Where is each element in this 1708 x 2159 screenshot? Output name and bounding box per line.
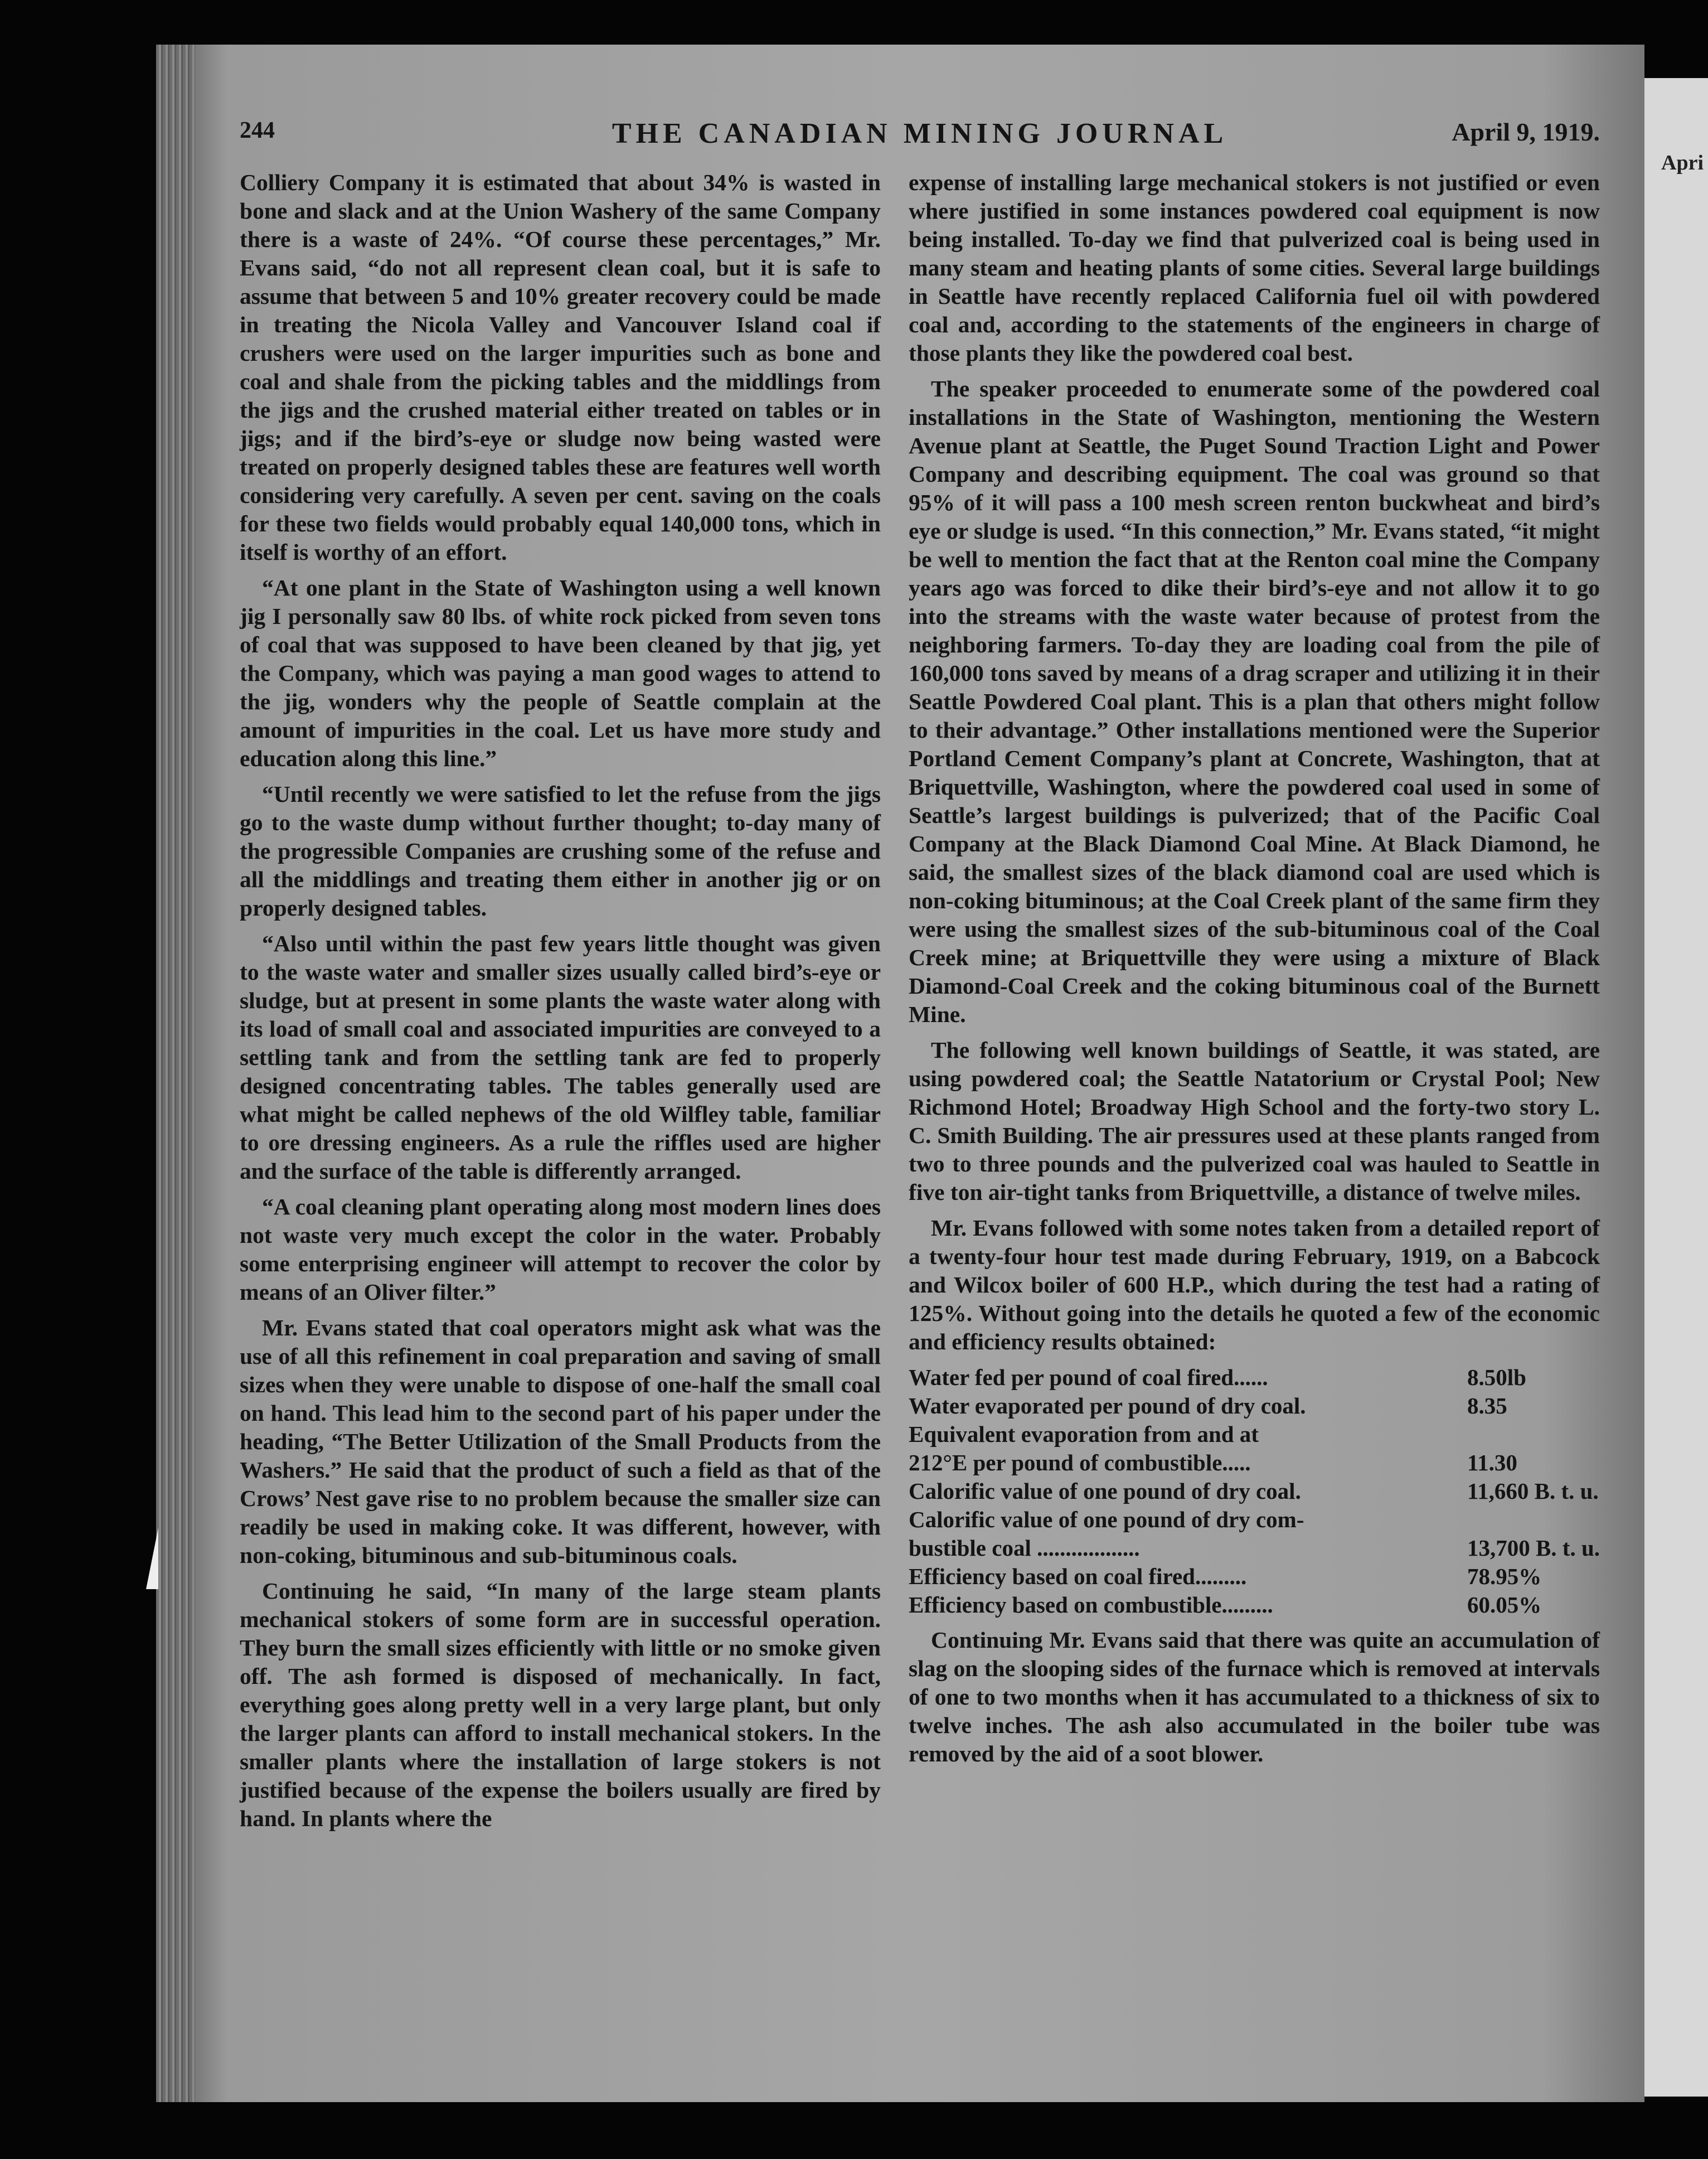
- facing-page-header-fragment: Apri: [1661, 151, 1704, 175]
- result-label: Calorific value of one pound of dry coal.: [909, 1478, 1301, 1504]
- issue-date: April 9, 1919.: [1452, 118, 1600, 146]
- left-column: [240, 168, 881, 1840]
- paragraph: expense of installing large mechanical stokers is not justified or even where justified in some instances powdered coal equipment is now being installed. To-day we find that pulverized coal is being used in many steam and heating plants of some cities. Several large buildings in Seattle have recently replaced California fuel oil with powdered coal and, according to the statements of the engineers in charge of those plants they like the powdered coal best.: [909, 170, 1600, 366]
- table-row: [909, 1392, 1600, 1420]
- page-binding-edge: [156, 45, 195, 2102]
- paragraph: Colliery Company it is estimated that about 34% is wasted in bone and slack and at the Union Washery of the same Company there is a waste of 24%. “Of course these percentages,” Mr. Evans said, “do not all represent clean coal, but it is safe to assume that between 5 and 10% greater recovery could be made in treating the Nicola Valley and Vancouver Island coal if crushers were used on the larger impurities such as bone and coal and shale from the picking tables and the middlings from the jigs and the crushed material either treated on tables or in jigs; and if the bird’s-eye or sludge now being wasted were treated on properly designed tables these are features well worth considering very carefully. A seven per cent. saving on the coals for these two fields would probably equal 140,000 tons, which in itself is worthy of an effort.: [240, 170, 881, 565]
- right-column: [909, 168, 1600, 1775]
- result-label: Calorific value of one pound of dry com-: [909, 1507, 1304, 1532]
- paragraph: “Until recently we were satisfied to let the refuse from the jigs go to the waste dump without further thought; to-day many of the progressible Companies are crushing some of the refuse and all the middlings and treating them either in another jig or on properly designed tables.: [240, 781, 881, 921]
- result-label: 212°E per pound of combustible.....: [909, 1450, 1251, 1475]
- result-label: bustible coal ..................: [909, 1535, 1140, 1561]
- result-value: 11,660 B. t. u.: [1467, 1478, 1599, 1504]
- table-row: [909, 1477, 1600, 1506]
- result-value: 8.50lb: [1467, 1364, 1526, 1390]
- table-row: [909, 1534, 1600, 1562]
- table-row: [909, 1420, 1600, 1449]
- journal-title: THE CANADIAN MINING JOURNAL: [612, 118, 1228, 149]
- paragraph: Mr. Evans stated that coal operators might ask what was the use of all this refinement in coal preparation and saving of small sizes when they were unable to dispose of one-half the small coal on hand. This lead him to the second part of his paper under the heading, “The Better Utilization of the Small Products from the Washers.” He said that the product of such a field as that of the Crows’ Nest gave rise to no problem because the smaller size can readily be used in making coke. It was different, however, with non-coking, bituminous and sub-bituminous coals.: [240, 1315, 881, 1568]
- result-value: [1459, 1420, 1600, 1449]
- result-value: 8.35: [1467, 1393, 1507, 1419]
- result-label: Water fed per pound of coal fired......: [909, 1364, 1268, 1390]
- result-label: Water evaporated per pound of dry coal.: [909, 1393, 1306, 1419]
- table-row: [909, 1562, 1600, 1591]
- boiler-test-results-table: [909, 1363, 1600, 1619]
- paragraph: “Also until within the past few years little thought was given to the waste water and smaller sizes usually called bird’s-eye or sludge, but at present in some plants the waste water along with its load of small coal and associated impurities are conveyed to a settling tank and from the settling tank are fed to properly designed concentrating tables. The tables generally used are what might be called nephews of the old Wilfley table, familiar to ore dressing engineers. As a rule the riffles used are higher and the surface of the table is differently arranged.: [240, 931, 881, 1184]
- paragraph: “At one plant in the State of Washington using a well known jig I personally saw 80 lbs. of white rock picked from seven tons of coal that was supposed to have been cleaned by that jig, yet the Company, which was paying a man good wages to attend to the jig, wonders why the people of Seattle complain at the amount of impurities in the coal. Let us have more study and education along this line.”: [240, 575, 881, 771]
- page-header: [240, 117, 1600, 162]
- result-value: 11.30: [1467, 1450, 1517, 1475]
- table-row: [909, 1506, 1600, 1534]
- facing-page-edge: [1644, 78, 1708, 2097]
- paragraph: Continuing Mr. Evans said that there was quite an accumulation of slag on the slooping sides of the furnace which is removed at intervals of one to two months when it has accumulated to a thickness of six to twelve inches. The ash also accumulated in the boiler tube was removed by the aid of a soot blower.: [909, 1627, 1600, 1766]
- result-label: Efficiency based on combustible.........: [909, 1592, 1273, 1618]
- result-value: 13,700 B. t. u.: [1467, 1535, 1600, 1561]
- page-number: 244: [240, 118, 275, 143]
- paragraph: The speaker proceeded to enumerate some of the powdered coal installations in the State of Washington, mentioning the Western Avenue plant at Seattle, the Puget Sound Traction Light and Power Company and describing equipment. The coal was ground so that 95% of it will pass a 100 mesh screen renton buckwheat and bird’s eye or sludge is used. “In this connection,” Mr. Evans stated, “it might be well to mention the fact that at the Renton coal mine the Company years ago was forced to dike their bird’s-eye and not allow it to go into the streams with the waste water because of protest from the neighboring farmers. To-day they are loading coal from the pile of 160,000 tons saved by means of a drag scraper and utilizing it in their Seattle Powdered Coal plant. This is a plan that others might follow to their advantage.” Other installations mentioned were the Superior Portland Cement Company’s plant at Concrete, Washington, that at Briquettville, Washington, where the powdered coal used in some of Seattle’s largest buildings is pulverized; that of the Pacific Coal Company at the Black Diamond Coal Mine. At Black Diamond, he said, the smallest sizes of the black diamond coal are used which is non-coking bituminous; at the Coal Creek plant of the same firm they were using the smallest sizes of the sub-bituminous coal of the Coal Creek mine; at Briquettville they were using a mixture of Black Diamond-Coal Creek and the coking bituminous coal of the Burnett Mine.: [909, 376, 1600, 1027]
- journal-page: [184, 45, 1644, 2102]
- table-row: [909, 1449, 1600, 1477]
- paragraph: “A coal cleaning plant operating along most modern lines does not waste very much except the color in the water. Probably some enterprising engineer will attempt to recover the color by means of an Oliver filter.”: [240, 1194, 881, 1305]
- paragraph: Continuing he said, “In many of the large steam plants mechanical stokers of some form are in successful operation. They burn the small sizes efficiently with little or no smoke given off. The ash formed is disposed of mechanically. In fact, everything goes along pretty well in a very large plant, but only the larger plants can afford to install mechanical stokers. In the smaller plants where the installation of large stokers is not justified because of the expense the boilers usually are fired by hand. In plants where the: [240, 1578, 881, 1831]
- paragraph: The following well known buildings of Seattle, it was stated, are using powdered coal; the Seattle Natatorium or Crystal Pool; New Richmond Hotel; Broadway High School and the forty-two story L. C. Smith Building. The air pressures used at these plants ranged from two to three pounds and the pulverized coal was hauled to Seattle in five ton air-tight tanks from Briquettville, a distance of twelve miles.: [909, 1037, 1600, 1205]
- result-label: Equivalent evaporation from and at: [909, 1421, 1259, 1447]
- paragraph: Mr. Evans followed with some notes taken from a detailed report of a twenty-four hour test made during February, 1919, on a Babcock and Wilcox boiler of 600 H.P., which during the test had a rating of 125%. Without going into the details he quoted a few of the economic and efficiency results obtained:: [909, 1215, 1600, 1354]
- result-value: [1459, 1506, 1600, 1534]
- table-row: [909, 1363, 1600, 1392]
- table-row: [909, 1591, 1600, 1619]
- result-label: Efficiency based on coal fired.........: [909, 1563, 1247, 1589]
- result-value: 78.95%: [1467, 1563, 1542, 1589]
- result-value: 60.05%: [1467, 1592, 1542, 1618]
